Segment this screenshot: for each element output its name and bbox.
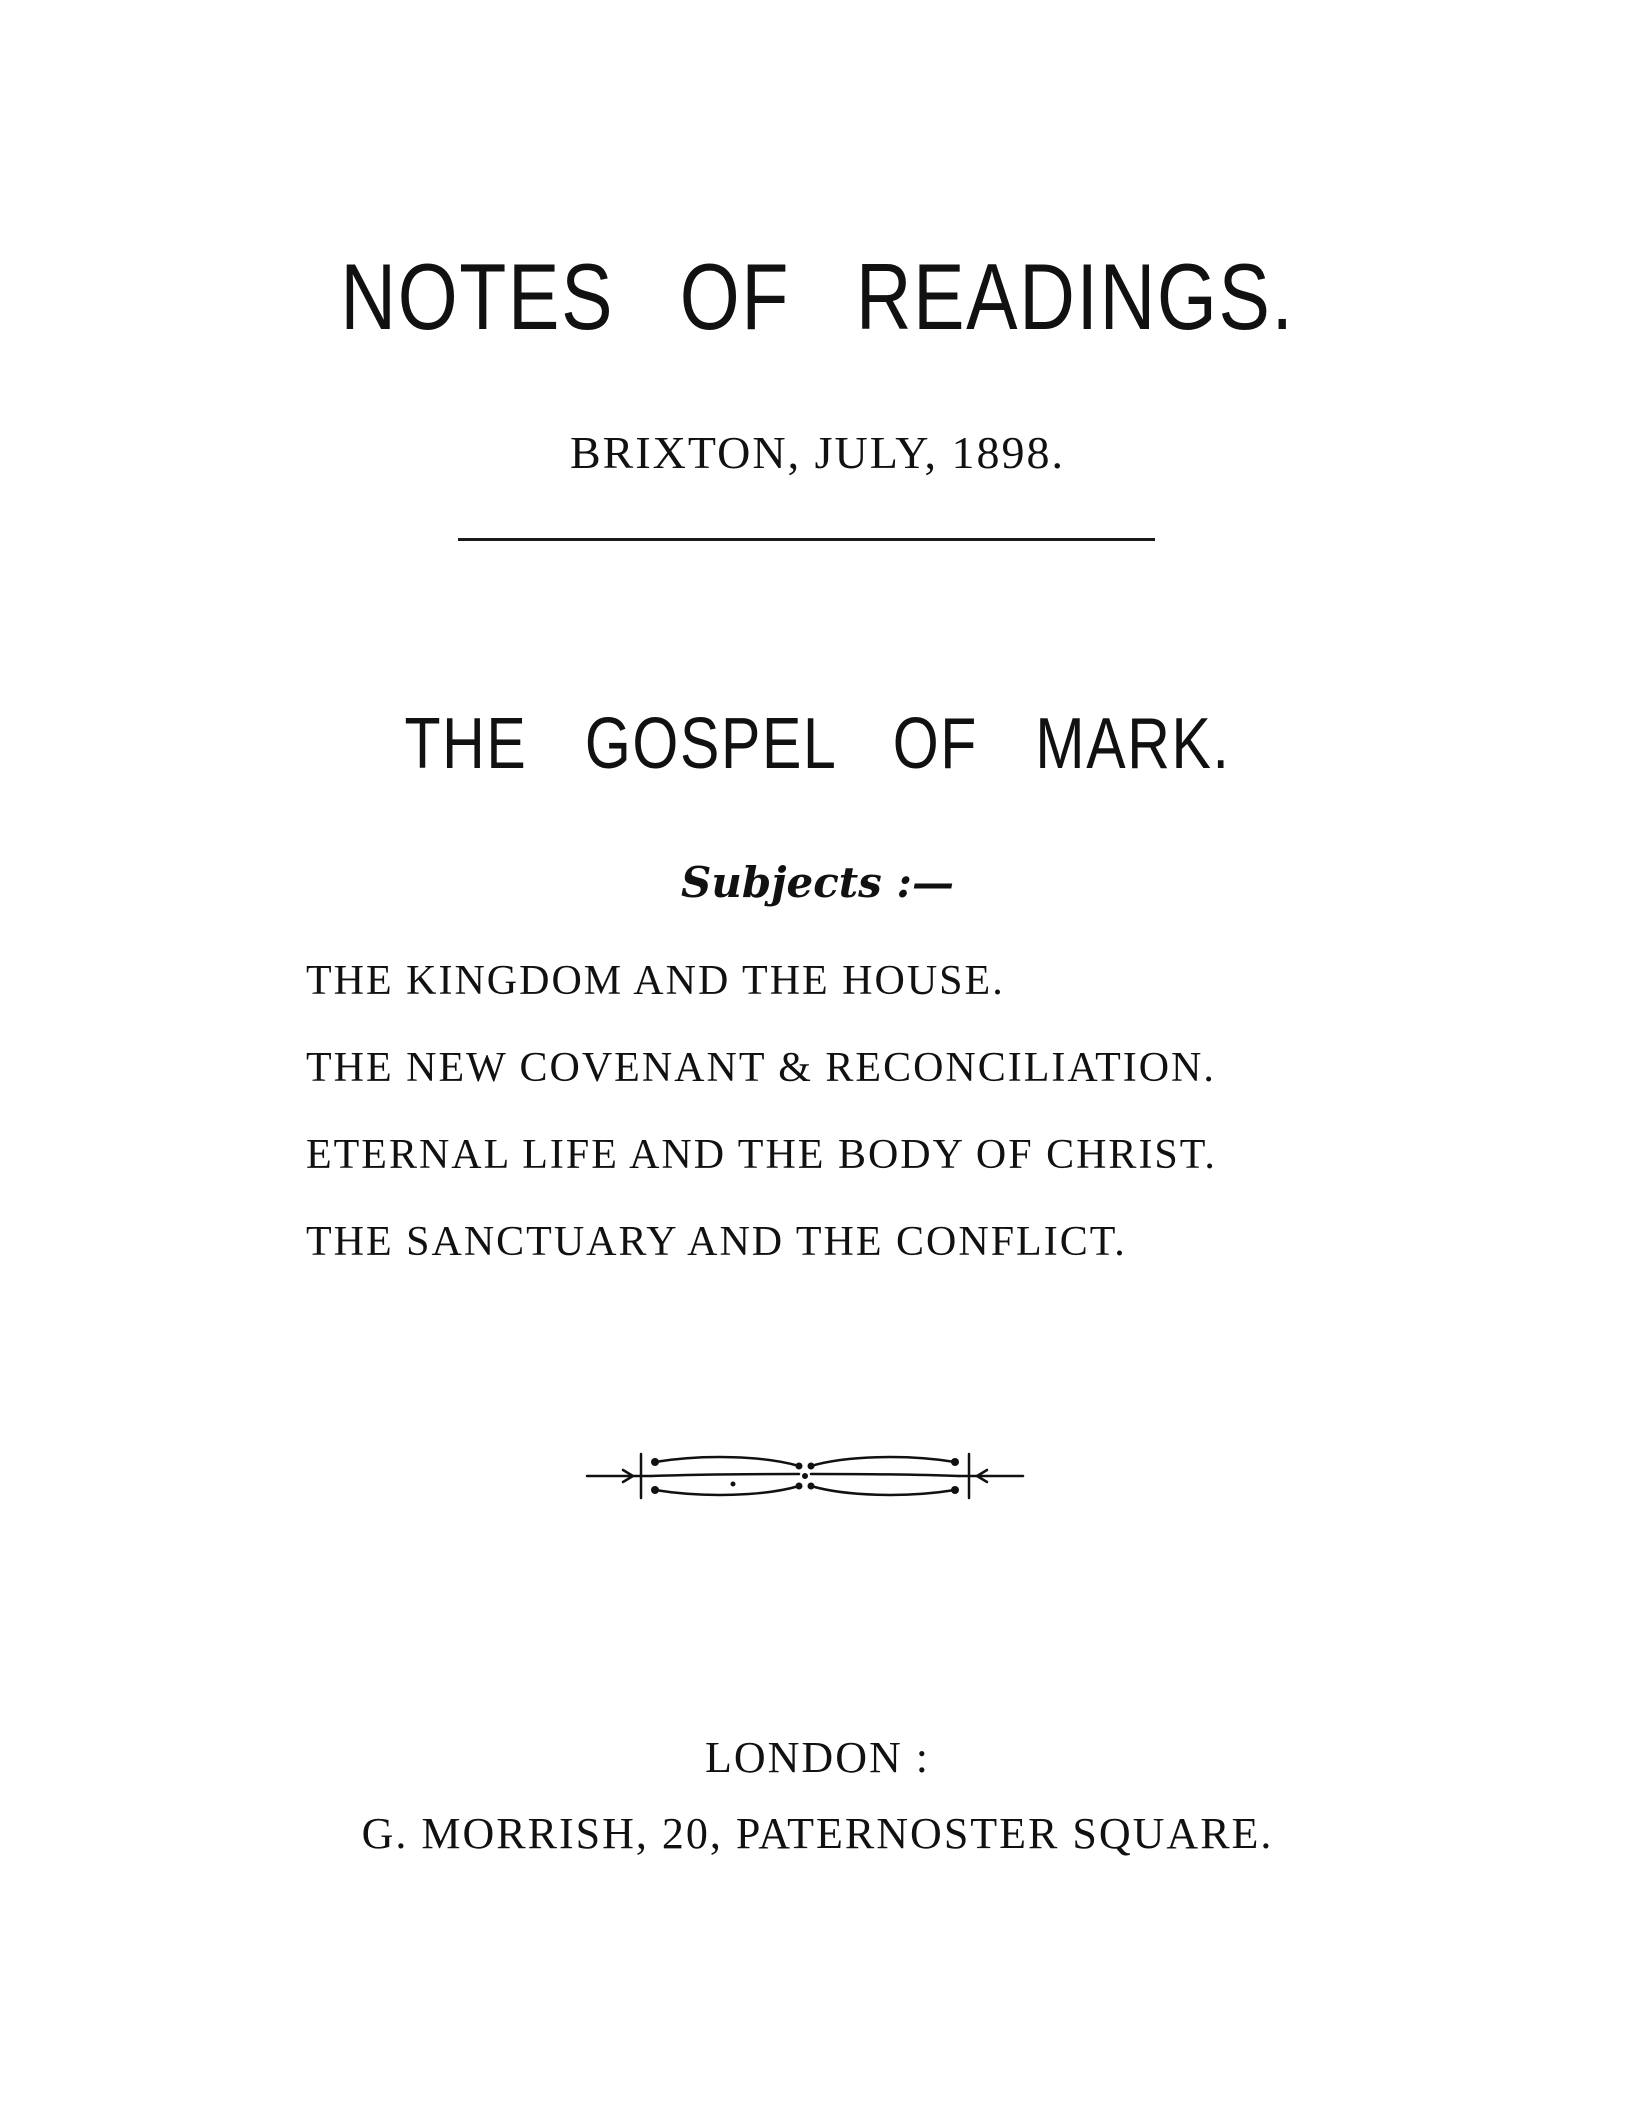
- horizontal-rule: [458, 538, 1155, 541]
- main-title: NOTES OF READINGS.: [340, 244, 1295, 349]
- subtitle: BRIXTON, JULY, 1898.: [569, 427, 1065, 478]
- subject-item: THE SANCTUARY AND THE CONFLICT.: [306, 1219, 1127, 1265]
- imprint-publisher: G. MORRISH, 20, PATERNOSTER SQUARE.: [361, 1809, 1274, 1858]
- subjects-list: [306, 960, 1217, 1308]
- book-title: THE GOSPEL OF MARK.: [404, 704, 1231, 784]
- subjects-heading: Subjects :—: [681, 858, 954, 907]
- subject-item: ETERNAL LIFE AND THE BODY OF CHRIST.: [306, 1132, 1217, 1178]
- imprint-city: LONDON :: [705, 1733, 930, 1782]
- decorative-flourish-icon: [585, 1440, 1025, 1510]
- subject-item: THE NEW COVENANT & RECONCILIATION.: [306, 1045, 1216, 1091]
- subject-item: THE KINGDOM AND THE HOUSE.: [306, 958, 1005, 1004]
